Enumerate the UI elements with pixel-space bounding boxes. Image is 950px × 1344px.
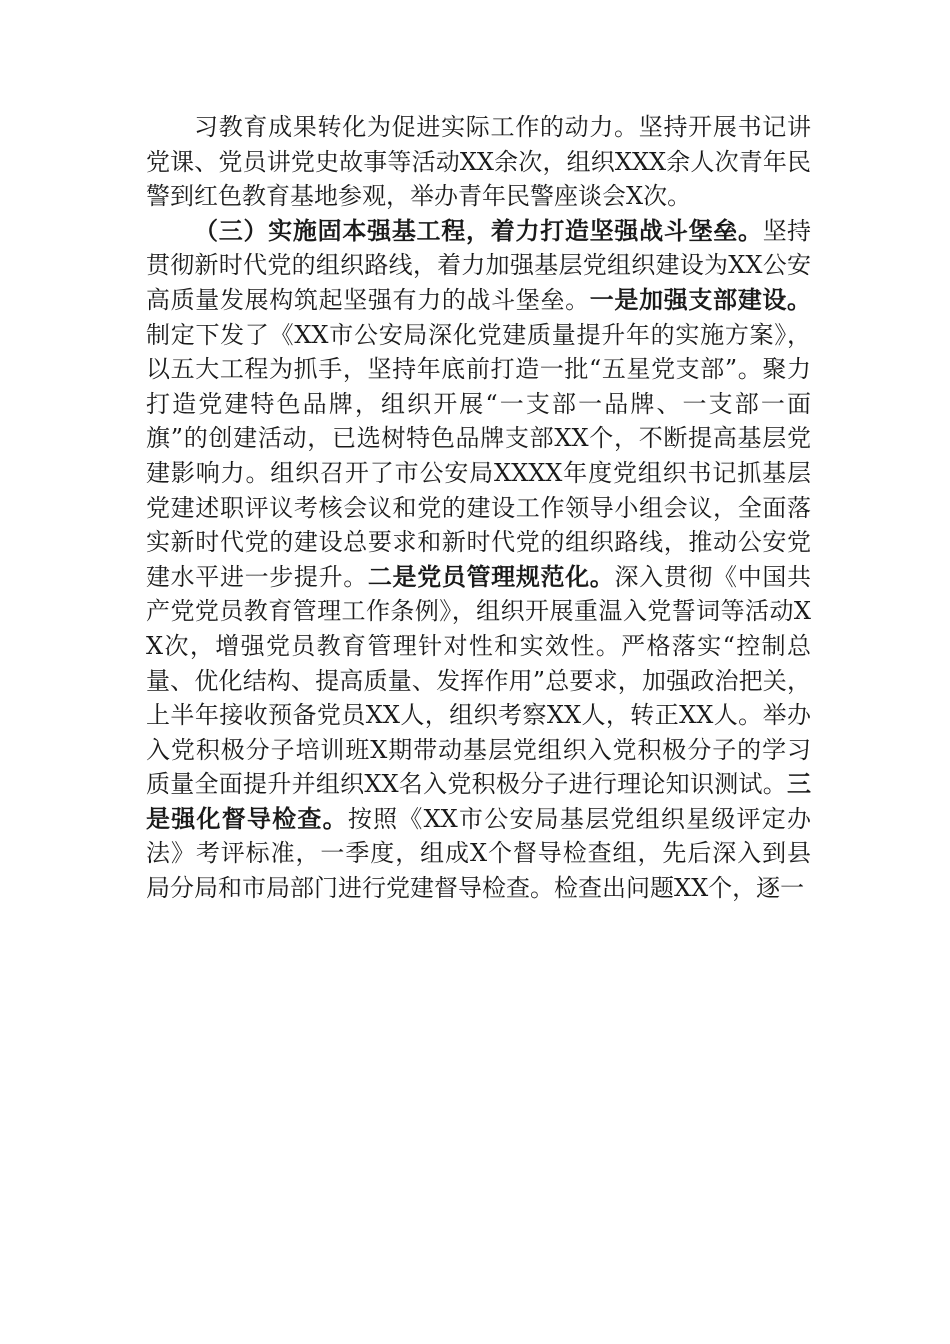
subheading-one: 一是加强支部建设。 <box>589 284 812 314</box>
subheading-three: 三是强化督导检查。 <box>146 769 811 833</box>
paragraph-1 <box>146 110 811 214</box>
paragraph-1-text: 习教育成果转化为促进实际工作的动力。坚持开展书记讲党课、党员讲党史故事等活动XX余次，组织XXX余人次青年民警到红色教育基地参观，举办青年民警座谈会X次。 <box>146 113 811 211</box>
paragraph-2-part-one: 制定下发了《XX市公安局深化党建质量提升年的实施方案》，以五大工程为抓手，坚持年底前打造一批“五星党支部”。聚力打造党建特色品牌，组织开展“一支部一品牌、一支部一面旗”的创建活动，已选树特色品牌支部XX个，不断提高基层党建影响力。组织召开了市公安局XXXX年度党组织书记抓基层党建述职评议考核会议和党的建设工作领导小组会议，全面落实新时代党的建设总要求和新时代党的组织路线，推动公安党建水平进一步提升。 <box>146 320 811 591</box>
paragraph-2-part-three: 按照《XX市公安局基层党组织星级评定办法》考评标准，一季度，组成X个督导检查组，先后深入到县局分局和市局部门进行党建督导检查。检查出问题XX个，逐一 <box>146 804 812 903</box>
paragraph-2 <box>146 214 811 906</box>
paragraph-2-part-two: 深入贯彻《中国共产党党员教育管理工作条例》，组织开展重温入党誓词等活动XX次，增强党员教育管理针对性和实效性。严格落实“控制总量、优化结构、提高质量、发挥作用”总要求，加强政治把关，上半年接收预备党员XX人，组织考察XX人，转正XX人。举办入党积极分子培训班X期带动基层党组织入党积极分子的学习质量全面提升并组织XX名入党积极分子进行理论知识测试。 <box>146 562 812 799</box>
document-body <box>146 110 811 906</box>
paragraph-2-intro: 坚持贯彻新时代党的组织路线，着力加强基层党组织建设为XX公安高质量发展构筑起坚强有力的战斗堡垒。 <box>146 216 812 314</box>
subheading-two: 二是党员管理规范化。 <box>367 561 615 591</box>
section-heading: （三）实施固本强基工程，着力打造坚强战斗堡垒。 <box>194 215 763 245</box>
